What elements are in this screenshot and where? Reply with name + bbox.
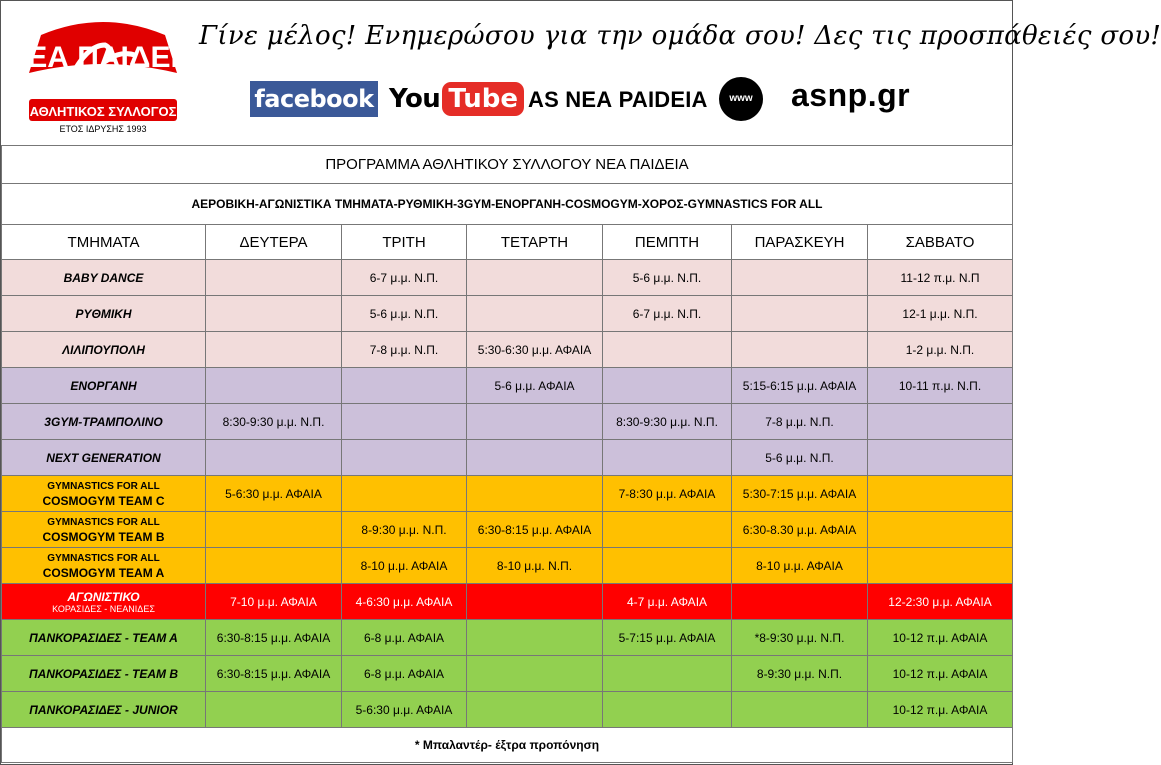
schedule-cell: 6:30-8.30 μ.μ. ΑΦΑΙΑ — [732, 512, 868, 548]
schedule-title: ΠΡΟΓΡΑΜΜΑ ΑΘΛΗΤΙΚΟΥ ΣΥΛΛΟΓΟΥ ΝΕΑ ΠΑΙΔΕΙΑ — [2, 146, 1013, 184]
table-row — [2, 368, 1013, 404]
schedule-cell — [206, 368, 342, 404]
col-header-wednesday: ΤΕΤΑΡΤΗ — [467, 225, 603, 260]
club-logo — [5, 15, 201, 135]
schedule-cell: 5-6 μ.μ. Ν.Π. — [342, 296, 467, 332]
schedule-cell: 8-9:30 μ.μ. Ν.Π. — [342, 512, 467, 548]
schedule-cell: 6-8 μ.μ. ΑΦΑΙΑ — [342, 656, 467, 692]
schedule-table — [1, 145, 1013, 763]
youtube-tube-text: Tube — [442, 82, 524, 116]
schedule-cell: *8-9:30 μ.μ. Ν.Π. — [732, 620, 868, 656]
schedule-cell: 5:15-6:15 μ.μ. ΑΦΑΙΑ — [732, 368, 868, 404]
col-header-friday: ΠΑΡΑΣΚΕΥΗ — [732, 225, 868, 260]
schedule-cell — [467, 692, 603, 728]
row-label-bottom: COSMOGYM TEAM B — [42, 529, 165, 544]
schedule-cell — [868, 404, 1013, 440]
row-label-bottom: ΚΟΡΑΣΙΔΕΣ - ΝΕΑΝΙΔΕΣ — [52, 603, 155, 614]
table-row — [2, 332, 1013, 368]
svg-text:ΑΘΛΗΤΙΚΟΣ ΣΥΛΛΟΓΟΣ: ΑΘΛΗΤΙΚΟΣ ΣΥΛΛΟΓΟΣ — [29, 104, 177, 119]
col-header-monday: ΔΕΥΤΕΡΑ — [206, 225, 342, 260]
row-label — [2, 548, 206, 584]
schedule-cell: 6-8 μ.μ. ΑΦΑΙΑ — [342, 620, 467, 656]
header-row — [2, 225, 1013, 260]
svg-text:ΕΤΟΣ ΙΔΡΥΣΗΣ 1993: ΕΤΟΣ ΙΔΡΥΣΗΣ 1993 — [59, 124, 147, 134]
schedule-cell — [342, 476, 467, 512]
schedule-cell: 5-6:30 μ.μ. ΑΦΑΙΑ — [206, 476, 342, 512]
schedule-cell — [732, 584, 868, 620]
schedule-cell: 12-1 μ.μ. Ν.Π. — [868, 296, 1013, 332]
schedule-cell: 7-8:30 μ.μ. ΑΦΑΙΑ — [603, 476, 732, 512]
row-label: ΕΝΟΡΓΑΝΗ — [2, 368, 206, 404]
table-row — [2, 656, 1013, 692]
schedule-cell: 10-12 π.μ. ΑΦΑΙΑ — [868, 620, 1013, 656]
schedule-cell: 6:30-8:15 μ.μ. ΑΦΑΙΑ — [206, 656, 342, 692]
row-label: ΡΥΘΜΙΚΗ — [2, 296, 206, 332]
schedule-cell: 8:30-9:30 μ.μ. Ν.Π. — [206, 404, 342, 440]
table-row — [2, 620, 1013, 656]
schedule-cell: 10-12 π.μ. ΑΦΑΙΑ — [868, 692, 1013, 728]
schedule-cell — [603, 440, 732, 476]
schedule-cell: 5-7:15 μ.μ. ΑΦΑΙΑ — [603, 620, 732, 656]
schedule-cell: 8-9:30 μ.μ. Ν.Π. — [732, 656, 868, 692]
row-label-bottom: COSMOGYM TEAM A — [42, 565, 165, 580]
header-banner — [1, 1, 1161, 146]
schedule-cell — [206, 548, 342, 584]
schedule-cell — [206, 296, 342, 332]
schedule-cell: 10-11 π.μ. Ν.Π. — [868, 368, 1013, 404]
schedule-cell: 8:30-9:30 μ.μ. Ν.Π. — [603, 404, 732, 440]
schedule-cell — [868, 476, 1013, 512]
schedule-cell: 7-8 μ.μ. Ν.Π. — [732, 404, 868, 440]
row-label-top: ΑΓΩΝΙΣΤΙΚΟ — [67, 589, 140, 604]
schedule-cell — [467, 584, 603, 620]
schedule-cell — [732, 296, 868, 332]
schedule-cell — [603, 332, 732, 368]
schedule-cell — [467, 260, 603, 296]
schedule-subtitle: ΑΕΡΟΒΙΚΗ-ΑΓΩΝΙΣΤΙΚΑ ΤΜΗΜΑΤΑ-ΡΥΘΜΙΚΗ-3GYM-ΕΝΟΡΓΑΝΗ-COSMOGYM-ΧΟΡΟΣ-GYMNASTICS FOR ALL — [2, 184, 1013, 225]
row-label-top: GYMNASTICS FOR ALL — [47, 552, 160, 564]
schedule-cell: 7-8 μ.μ. Ν.Π. — [342, 332, 467, 368]
schedule-cell: 5:30-6:30 μ.μ. ΑΦΑΙΑ — [467, 332, 603, 368]
table-row — [2, 584, 1013, 620]
col-header-thursday: ΠΕΜΠΤΗ — [603, 225, 732, 260]
schedule-cell — [467, 296, 603, 332]
schedule-cell — [206, 260, 342, 296]
schedule-cell: 4-6:30 μ.μ. ΑΦΑΙΑ — [342, 584, 467, 620]
schedule-cell — [868, 512, 1013, 548]
col-header-saturday: ΣΑΒΒΑΤΟ — [868, 225, 1013, 260]
schedule-cell: 6-7 μ.μ. Ν.Π. — [603, 296, 732, 332]
youtube-logo[interactable] — [389, 81, 524, 117]
schedule-cell: 6-7 μ.μ. Ν.Π. — [342, 260, 467, 296]
footnote: * Μπαλαντέρ- έξτρα προπόνηση — [2, 728, 1013, 763]
schedule-cell — [732, 332, 868, 368]
club-name-text: AS ΝΕΑ PAIDEIA — [528, 87, 708, 112]
row-label: NEXT GENERATION — [2, 440, 206, 476]
row-label — [2, 584, 206, 620]
schedule-cell — [732, 260, 868, 296]
table-row — [2, 692, 1013, 728]
schedule-cell — [342, 440, 467, 476]
schedule-cell: 6:30-8:15 μ.μ. ΑΦΑΙΑ — [206, 620, 342, 656]
schedule-cell — [603, 368, 732, 404]
table-row — [2, 404, 1013, 440]
row-label: ΠΑΝΚΟΡΑΣΙΔΕΣ - TEAM A — [2, 620, 206, 656]
row-label: ΠΑΝΚΟΡΑΣΙΔΕΣ - JUNIOR — [2, 692, 206, 728]
schedule-cell — [603, 512, 732, 548]
schedule-cell: 6:30-8:15 μ.μ. ΑΦΑΙΑ — [467, 512, 603, 548]
schedule-cell — [467, 476, 603, 512]
schedule-cell: 5-6 μ.μ. Ν.Π. — [732, 440, 868, 476]
schedule-cell: 5-6:30 μ.μ. ΑΦΑΙΑ — [342, 692, 467, 728]
schedule-cell — [206, 692, 342, 728]
schedule-cell: 10-12 π.μ. ΑΦΑΙΑ — [868, 656, 1013, 692]
table-row — [2, 260, 1013, 296]
website-link[interactable]: asnp.gr — [791, 77, 911, 113]
youtube-you-text: You — [389, 84, 441, 114]
schedule-cell — [467, 440, 603, 476]
schedule-cell — [467, 656, 603, 692]
schedule-cell: 5-6 μ.μ. ΑΦΑΙΑ — [467, 368, 603, 404]
schedule-cell — [603, 692, 732, 728]
schedule-cell — [342, 404, 467, 440]
schedule-cell: 1-2 μ.μ. Ν.Π. — [868, 332, 1013, 368]
schedule-cell: 7-10 μ.μ. ΑΦΑΙΑ — [206, 584, 342, 620]
schedule-cell — [868, 548, 1013, 584]
table-row — [2, 440, 1013, 476]
row-label — [2, 476, 206, 512]
schedule-cell — [206, 440, 342, 476]
schedule-cell: 5:30-7:15 μ.μ. ΑΦΑΙΑ — [732, 476, 868, 512]
schedule-cell: 8-10 μ.μ. Ν.Π. — [467, 548, 603, 584]
row-label: 3GYM-ΤΡΑΜΠΟΛΙΝΟ — [2, 404, 206, 440]
table-row — [2, 512, 1013, 548]
schedule-cell — [206, 512, 342, 548]
svg-text:ΝΕΑ ΠΑΙΔΕΙΑ: ΝΕΑ ΠΑΙΔΕΙΑ — [5, 41, 201, 74]
row-label — [2, 512, 206, 548]
row-label: BABY DANCE — [2, 260, 206, 296]
schedule-cell: 8-10 μ.μ. ΑΦΑΙΑ — [732, 548, 868, 584]
table-row — [2, 548, 1013, 584]
table-row — [2, 476, 1013, 512]
row-label: ΠΑΝΚΟΡΑΣΙΔΕΣ - TEAM B — [2, 656, 206, 692]
schedule-cell — [603, 548, 732, 584]
schedule-cell — [732, 692, 868, 728]
www-globe-icon[interactable]: www — [719, 77, 763, 121]
schedule-cell: 12-2:30 μ.μ. ΑΦΑΙΑ — [868, 584, 1013, 620]
schedule-cell: 8-10 μ.μ. ΑΦΑΙΑ — [342, 548, 467, 584]
row-label-top: GYMNASTICS FOR ALL — [47, 480, 160, 492]
schedule-cell: 5-6 μ.μ. Ν.Π. — [603, 260, 732, 296]
col-header-tuesday: ΤΡΙΤΗ — [342, 225, 467, 260]
schedule-cell: 11-12 π.μ. Ν.Π — [868, 260, 1013, 296]
table-row — [2, 296, 1013, 332]
facebook-logo[interactable]: facebook — [250, 81, 378, 117]
schedule-cell — [467, 404, 603, 440]
col-header-sections: ΤΜΗΜΑΤΑ — [2, 225, 206, 260]
slogan: Γίνε μέλος! Ενημερώσου για την ομάδα σου! Δες τις προσπάθειές σου! — [199, 21, 1161, 51]
row-label-top: GYMNASTICS FOR ALL — [47, 516, 160, 528]
schedule-cell — [467, 620, 603, 656]
schedule-cell — [868, 440, 1013, 476]
schedule-cell: 4-7 μ.μ. ΑΦΑΙΑ — [603, 584, 732, 620]
row-label-bottom: COSMOGYM TEAM C — [42, 493, 165, 508]
schedule-cell — [603, 656, 732, 692]
schedule-cell — [342, 368, 467, 404]
row-label: ΛΙΛΙΠΟΥΠΟΛΗ — [2, 332, 206, 368]
schedule-cell — [206, 332, 342, 368]
